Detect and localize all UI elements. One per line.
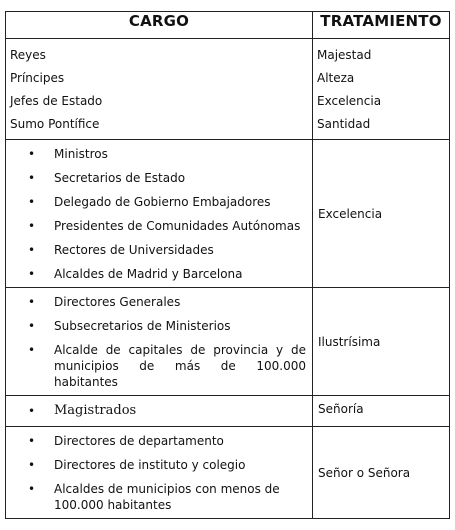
- cargo-cell: Reyes: [6, 39, 313, 67]
- list-item: • Rectores de Universidades: [6, 242, 312, 258]
- tratamiento-cell: Majestad: [313, 39, 450, 67]
- list-item: • Alcalde de capitales de provincia y de municipios de más de 100.000 habitantes: [6, 342, 312, 390]
- cargo-list: [6, 403, 312, 419]
- cargo-cell: Sumo Pontífice: [6, 112, 313, 140]
- list-item: • Directores Generales: [6, 294, 312, 310]
- table-row: [6, 89, 450, 112]
- list-item: • Directores de instituto y colegio: [6, 457, 312, 473]
- cargo-list: [6, 146, 312, 282]
- table-row: [6, 112, 450, 140]
- treatment-table: [5, 11, 450, 519]
- cargo-list: [6, 433, 312, 513]
- list-item: • Secretarios de Estado: [6, 170, 312, 186]
- table-row: [6, 39, 450, 67]
- cargo-list-cell: [6, 396, 313, 427]
- group-row-excelencia: [6, 140, 450, 288]
- list-item: • Directores de departamento: [6, 433, 312, 449]
- group-row-senoria: [6, 396, 450, 427]
- cargo-list: [6, 294, 312, 390]
- cargo-cell: Príncipes: [6, 66, 313, 89]
- document-page: [5, 11, 449, 519]
- list-item: • Subsecretarios de Ministerios: [6, 318, 312, 334]
- header-row: [6, 12, 450, 39]
- tratamiento-cell: Alteza: [313, 66, 450, 89]
- tratamiento-cell: Santidad: [313, 112, 450, 140]
- list-item: • Alcaldes de Madrid y Barcelona: [6, 266, 312, 282]
- group-row-ilustrisima: [6, 288, 450, 396]
- tratamiento-cell: Excelencia: [313, 140, 450, 288]
- cargo-cell: Jefes de Estado: [6, 89, 313, 112]
- list-item: • Presidentes de Comunidades Autónomas: [6, 218, 312, 234]
- tratamiento-cell: Señor o Señora: [313, 427, 450, 519]
- cargo-list-cell: [6, 288, 313, 396]
- table-row: [6, 66, 450, 89]
- tratamiento-cell: Ilustrísima: [313, 288, 450, 396]
- list-item: • Magistrados: [6, 403, 312, 419]
- header-tratamiento: TRATAMIENTO: [313, 12, 450, 39]
- tratamiento-cell: Señoría: [313, 396, 450, 427]
- cargo-list-cell: [6, 140, 313, 288]
- cargo-list-cell: [6, 427, 313, 519]
- list-item: • Alcaldes de municipios con menos de 100.000 habitantes: [6, 481, 312, 513]
- list-item: • Ministros: [6, 146, 312, 162]
- list-item: • Delegado de Gobierno Embajadores: [6, 194, 312, 210]
- tratamiento-cell: Excelencia: [313, 89, 450, 112]
- group-row-senor: [6, 427, 450, 519]
- header-cargo: CARGO: [6, 12, 313, 39]
